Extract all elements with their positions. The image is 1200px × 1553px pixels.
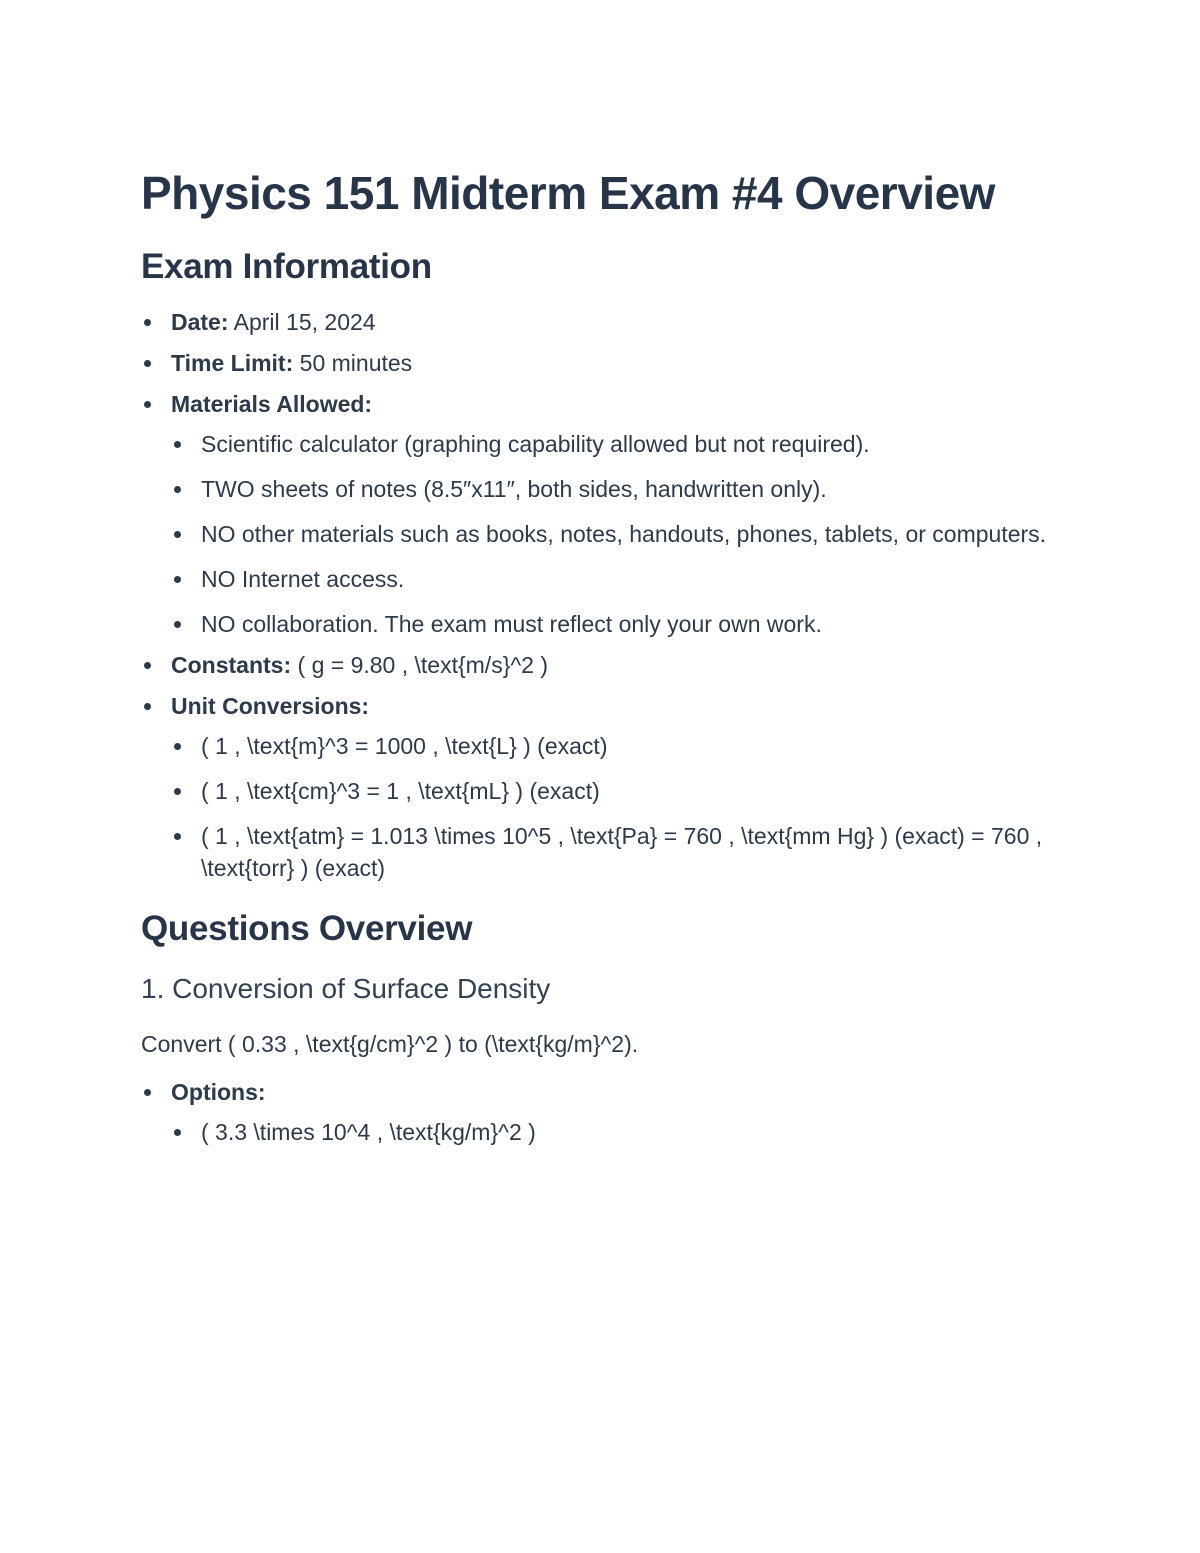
materials-list [171, 428, 1081, 640]
exam-info-list [141, 306, 1081, 884]
document-page [141, 160, 1081, 1157]
list-item-time-limit [141, 347, 1081, 379]
materials-label: Materials Allowed: [171, 391, 373, 417]
time-limit-label: Time Limit: [171, 350, 294, 376]
unit-conversion-item: ( 1 , \text{cm}^3 = 1 , \text{mL} ) (exact) [171, 775, 1081, 807]
exam-information-heading: Exam Information [141, 247, 432, 286]
options-list [171, 1116, 1081, 1148]
materials-item: NO other materials such as books, notes, handouts, phones, tablets, or computers. [171, 518, 1081, 550]
constants-value: ( g = 9.80 , \text{m/s}^2 ) [291, 652, 549, 678]
list-item-constants [141, 649, 1081, 681]
question-1-title: 1. Conversion of Surface Density [141, 973, 551, 1004]
materials-item: Scientific calculator (graphing capability allowed but not required). [171, 428, 1081, 460]
question-1-prompt: Convert ( 0.33 , \text{g/cm}^2 ) to (\text{kg/m}^2). [141, 1031, 639, 1057]
options-label: Options: [171, 1079, 266, 1105]
materials-item: NO collaboration. The exam must reflect only your own work. [171, 608, 1081, 640]
unit-conversions-label: Unit Conversions: [171, 693, 370, 719]
page-title: Physics 151 Midterm Exam #4 Overview [141, 167, 995, 219]
date-label: Date: [171, 309, 229, 335]
list-item-date [141, 306, 1081, 338]
list-item-options [141, 1076, 1081, 1148]
question-1-list [141, 1076, 1081, 1148]
questions-overview-heading: Questions Overview [141, 909, 473, 948]
unit-conversions-list [171, 730, 1081, 884]
materials-item: TWO sheets of notes (8.5″x11″, both sides, handwritten only). [171, 473, 1081, 505]
date-value: April 15, 2024 [228, 309, 376, 335]
list-item-unit-conversions [141, 690, 1081, 884]
time-limit-value: 50 minutes [293, 350, 413, 376]
list-item-materials [141, 388, 1081, 640]
option-item: ( 3.3 \times 10^4 , \text{kg/m}^2 ) [171, 1116, 1081, 1148]
materials-item: NO Internet access. [171, 563, 1081, 595]
unit-conversion-item: ( 1 , \text{m}^3 = 1000 , \text{L} ) (exact) [171, 730, 1081, 762]
unit-conversion-item: ( 1 , \text{atm} = 1.013 \times 10^5 , \text{Pa} = 760 , \text{mm Hg} ) (exact) = 760 , \text{torr} ) (exact) [171, 820, 1081, 884]
constants-label: Constants: [171, 652, 292, 678]
